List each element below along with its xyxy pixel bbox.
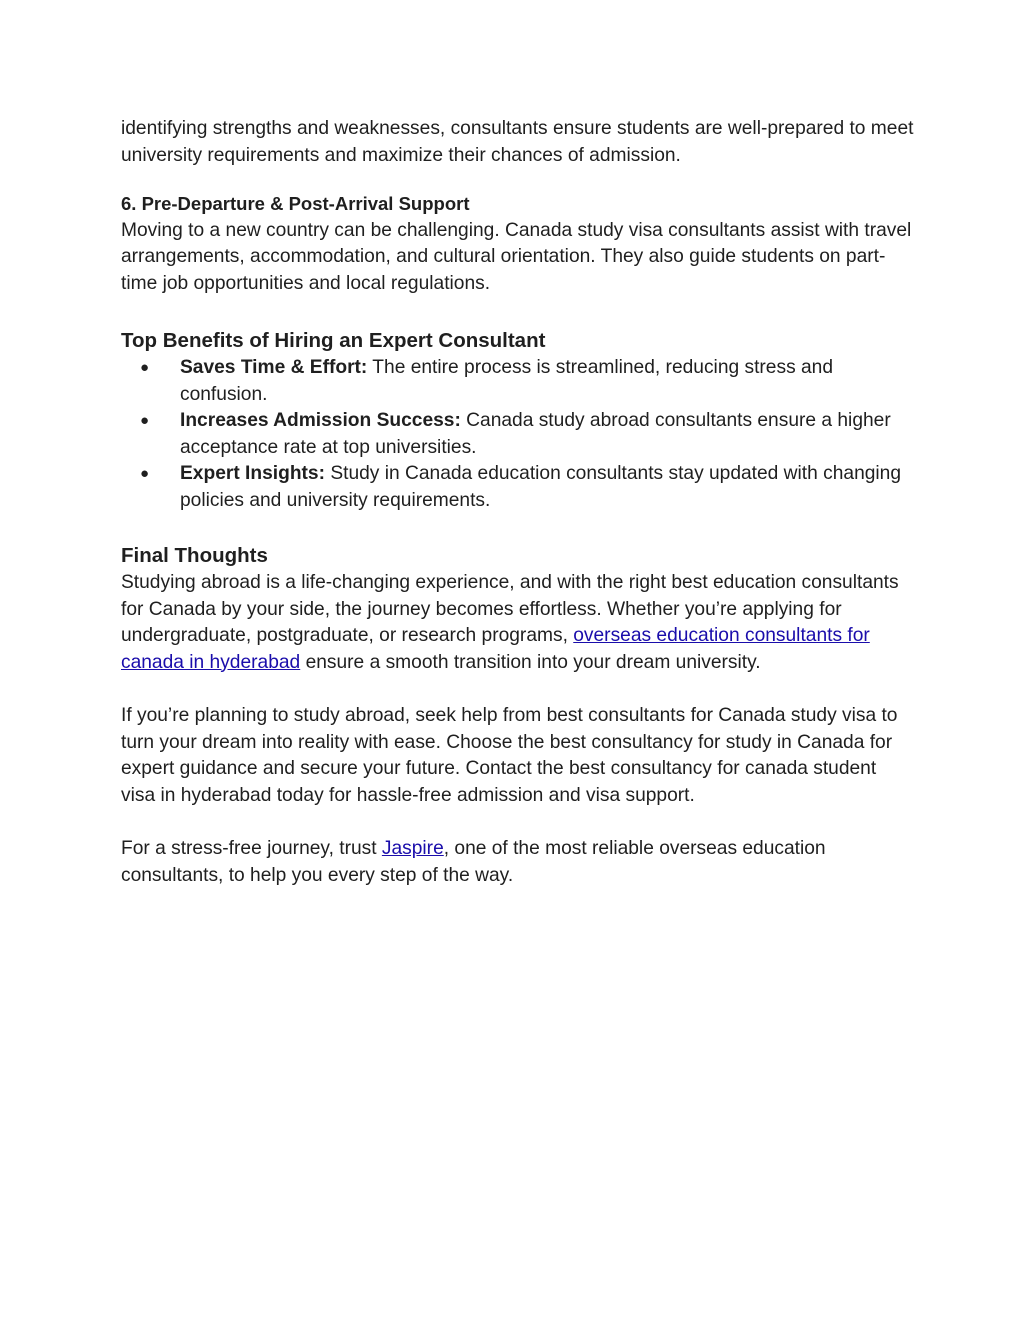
final-thoughts-heading: Final Thoughts bbox=[121, 544, 268, 567]
benefit-term: Increases Admission Success: bbox=[180, 410, 461, 431]
final-text-before-link: Studying abroad is a life-changing experience, and with the right best education consultants for Canada by your side, the journey becomes effortless. Whether you’re applying for undergraduate, postgraduate, or research programs, bbox=[121, 572, 899, 646]
closing-paragraph bbox=[121, 836, 914, 889]
intro-paragraph: identifying strengths and weaknesses, consultants ensure students are well-prepared to meet university requirements and maximize their chances of admission. bbox=[121, 118, 914, 166]
section-6-paragraph: Moving to a new country can be challenging. Canada study visa consultants assist with travel arrangements, accommodation, and cultural orientation. They also guide students on part-time job opportunities and local regulations. bbox=[121, 219, 912, 294]
benefits-list bbox=[121, 355, 914, 514]
overseas-consultants-link[interactable]: overseas education consultants for canada in hyderabad bbox=[121, 625, 870, 673]
benefit-text: Study in Canada education consultants stay updated with changing policies and university requirements. bbox=[180, 463, 902, 511]
closing-text-after-link: , one of the most reliable overseas education consultants, to help you every step of the way. bbox=[121, 838, 826, 886]
list-item bbox=[121, 355, 914, 408]
final-text-after-link: ensure a smooth transition into your dream university. bbox=[300, 651, 761, 673]
bullet-icon: ● bbox=[140, 359, 150, 376]
list-item bbox=[121, 408, 914, 461]
benefit-term: Expert Insights: bbox=[180, 463, 325, 484]
jaspire-link[interactable]: Jaspire bbox=[381, 838, 444, 859]
benefits-heading: Top Benefits of Hiring an Expert Consultant bbox=[121, 329, 546, 352]
bullet-icon: ● bbox=[140, 465, 150, 482]
benefit-text: Canada study abroad consultants ensure a higher acceptance rate at top universities. bbox=[180, 410, 891, 458]
bullet-icon: ● bbox=[140, 412, 150, 429]
planning-paragraph: If you’re planning to study abroad, seek help from best consultants for Canada study visa to turn your dream into reality with ease. Choose the best consultancy for study in Canada for expert guidance and secure your future. Contact the best consultancy for canada student visa in hyderabad today for hassle-free admission and visa support. bbox=[121, 705, 898, 806]
list-item bbox=[121, 461, 914, 514]
benefit-term: Saves Time & Effort: bbox=[180, 357, 368, 378]
final-thoughts-paragraph bbox=[121, 570, 914, 676]
benefit-text: The entire process is streamlined, reducing stress and confusion. bbox=[180, 357, 834, 405]
section-6-heading: 6. Pre-Departure & Post-Arrival Support bbox=[121, 193, 470, 214]
closing-text-before-link: For a stress-free journey, trust bbox=[121, 838, 382, 859]
